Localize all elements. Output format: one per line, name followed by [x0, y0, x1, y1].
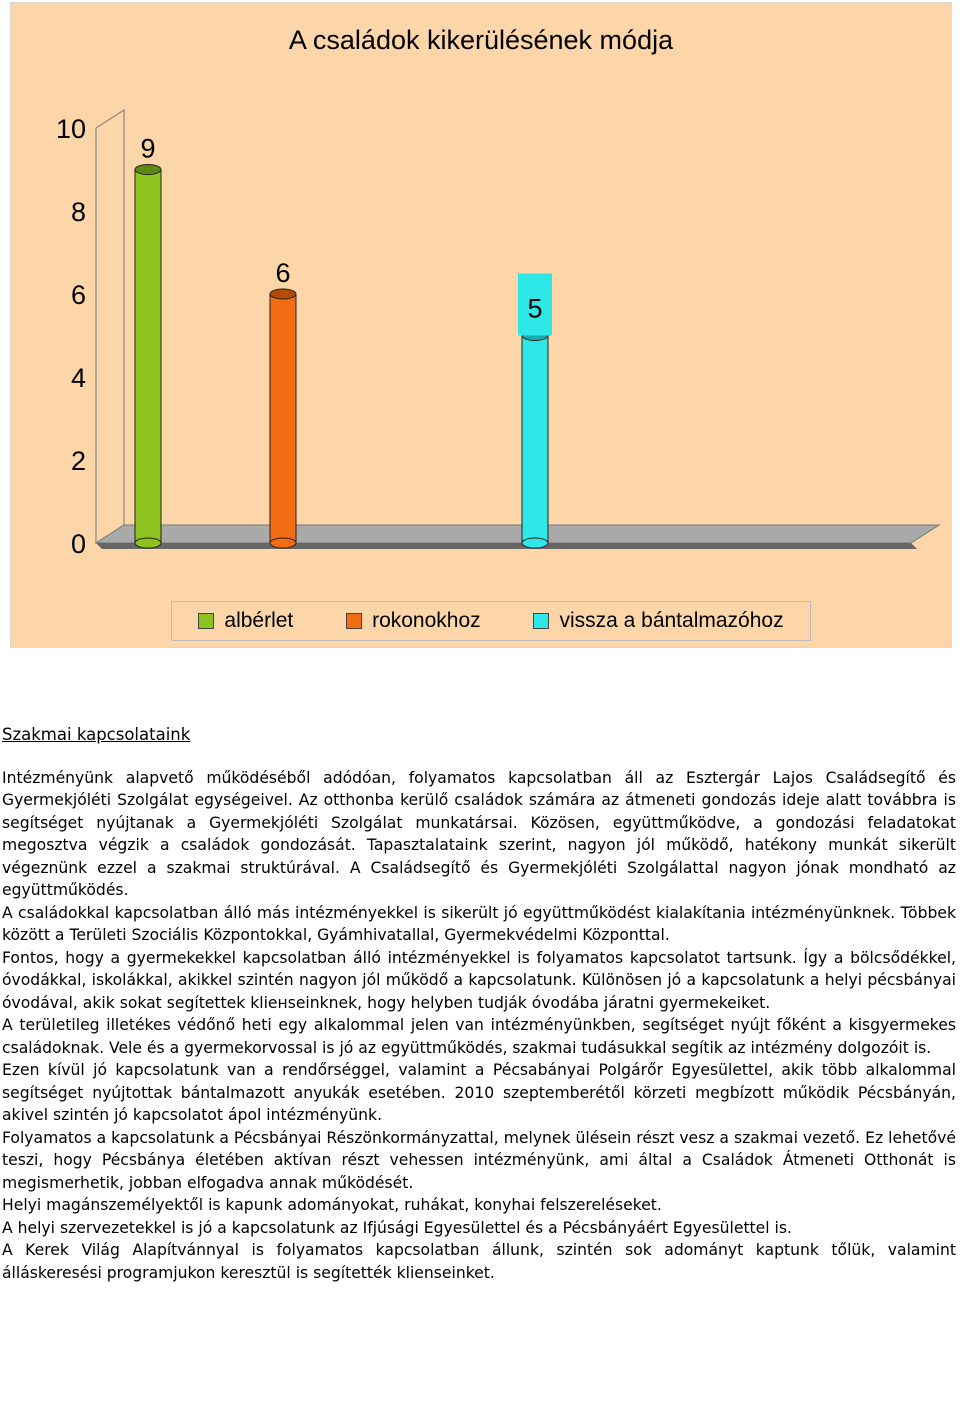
legend-item-vissza — [533, 609, 783, 633]
legend-swatch-vissza — [533, 613, 549, 629]
paragraph: Helyi magánszemélyektől is kapunk adományokat, ruhákat, konyhai felszereléseket. — [2, 1196, 662, 1214]
paragraph: Ezen kívül jó kapcsolatunk van a rendőrséggel, valamint a Pécsabányai Polgárőr Egyesülettel, akik több alkalommal segítséget nyújtottak bántalmazott anyukák esetében. 2010 szeptemberétől körzeti megbízott működik Pécsbányán, akivel szintén jó kapcsolatot ápol intézményünk. — [2, 1061, 956, 1124]
paragraph: Fontos, hogy a gyermekekkel kapcsolatban álló intézményekkel is folyamatos kapcsolatot tartsunk. Így a bölcsődékkel, óvodákkal, iskolákkal, akikkel szintén nagyon jól működő a kapcsolatunk. Különösen jó a kapcsolatunk a helyi pécsbányai óvodával, akik sokat segítettek kliенseinknek, hogy helyben tudják óvodába járatni gyermekeiket. — [2, 948, 956, 1012]
floor — [96, 525, 939, 543]
paragraph: A helyi szervezetekkel is jó a kapcsolatunk az Ifjúsági Egyesülettel és a Pécsbányáért Egyesülettel is. — [2, 1218, 792, 1237]
data-label-1: 9 — [140, 133, 156, 164]
bar-3 — [522, 336, 548, 544]
legend-item-alberlet — [198, 609, 293, 633]
data-label-3: 5 — [527, 293, 543, 324]
paragraph: A területileg illetékes védőnő heti egy alkalommal jelen van intézményünkben, segítséget nyújt főként a kisgyermekes családoknak. Vele és a gyermekorvossal is jó az együttműködés, szakmai tudásukkal segítik az intézmény dolgozóit is. — [2, 1016, 956, 1057]
legend-label-vissza: vissza a bántalmazóhoz — [559, 609, 784, 632]
document-body — [2, 724, 956, 1284]
section-heading: Szakmai kapcsolataink — [2, 725, 191, 744]
chart-container — [10, 2, 952, 648]
bar-base-2 — [270, 538, 296, 548]
bar-top-2 — [270, 289, 296, 299]
bar-base-1 — [135, 538, 161, 548]
y-tick-label: 2 — [70, 446, 86, 476]
paragraph: Folyamatos a kapcsolatunk a Pécsbányai Részönkormányzattal, melynek ülésein részt vesz a szakmai vezető. Ez lehetővé teszi, hogy Pécsbánya életében aktívan részt vehessen intézményünk, ami által a Családok Átmeneti Otthonát is megismerhetik, jobban elfogadva annak működését. — [2, 1128, 956, 1192]
bar-base-3 — [522, 538, 548, 548]
paragraph: A családokkal kapcsolatban álló más intézményekkel is sikerült jó együttműködést kialakítania intézményünknek. Többek között a Területi Szociális Központokkal, Gyámhivatallal, Gyermekvédelmi Központtal. — [2, 903, 956, 944]
y-tick-label: 6 — [70, 280, 86, 310]
paragraph: A Kerek Világ Alapítvánnyal is folyamatos kapcsolatban állunk, szintén sok adományt kaptunk tőlük, valamint álláskeresési programjukon keresztül is segítették klienseinket. — [2, 1241, 956, 1282]
chart-legend — [171, 601, 811, 641]
data-label-2: 6 — [275, 258, 291, 288]
y-tick-label: 0 — [70, 529, 86, 559]
bar-top-1 — [135, 165, 161, 175]
legend-label-alberlet: albérlet — [224, 609, 294, 632]
side-wall — [96, 110, 124, 543]
paragraph: Intézményünk alapvető működéséből adódóan, folyamatos kapcsolatban áll az Esztergár Lajos Családsegítő és Gyermekjóléti Szolgálat egységeivel. Az otthonba kerülő családok számára az átmeneti gondozás ideje alatt továbbra is segítséget nyújtanak a Gyermekjóléti Szolgálat munkatársai. Közösen, együttműködve, a gondozási feladatokat megosztva végzik a családok gondozását. Tapasztalataink szerint, nagyon jól működő, hatékony munkát sikerült végeznünk ezzel a szakmai struktúrával. A Családsegítő és Gyermekjóléti Szolgálattal nagyon jónak mondható az együttműködés. — [2, 768, 956, 899]
y-tick-label: 10 — [55, 114, 86, 144]
legend-swatch-alberlet — [198, 613, 214, 629]
floor-edge — [96, 543, 917, 549]
legend-swatch-rokonokhoz — [346, 613, 362, 629]
chart-title: A családok kikerülésének módja — [288, 25, 674, 55]
y-tick-label: 8 — [70, 197, 86, 227]
y-tick-label: 4 — [70, 363, 86, 393]
legend-label-rokonokhoz: rokonokhoz — [372, 609, 481, 632]
legend-item-rokonokhoz — [346, 609, 481, 633]
bar-chart — [11, 3, 951, 603]
bar-1 — [135, 170, 161, 544]
bar-2 — [270, 294, 296, 543]
